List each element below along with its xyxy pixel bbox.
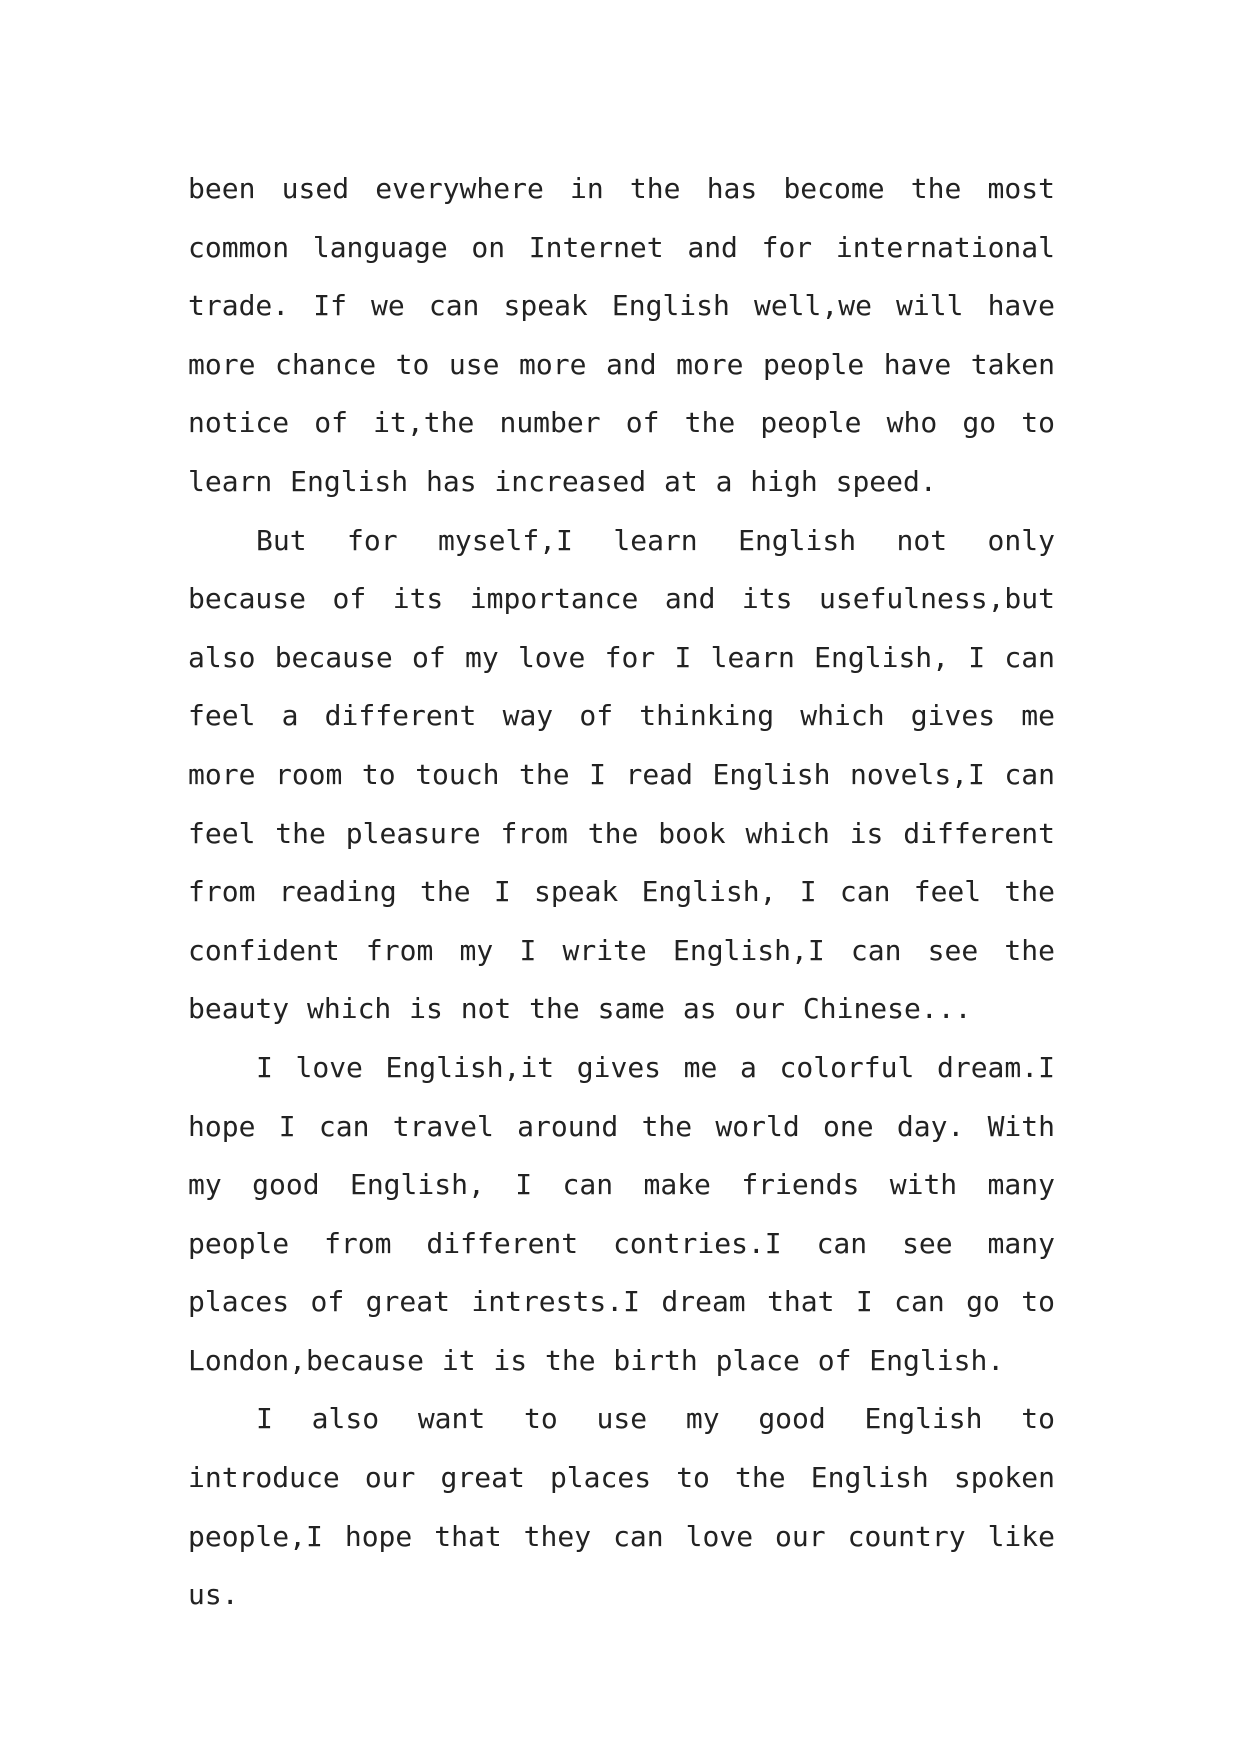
body-text xyxy=(188,160,1055,1625)
paragraph-3: I love English,it gives me a colorful dream.I hope I can travel around the world one day. With my good English, I can make friends with many people from different contries.I can see many places of great intrests.I dream that I can go to London,because it is the birth place of English. xyxy=(188,1050,1055,1377)
paragraph-4: I also want to use my good English to introduce our great places to the English spoken people,I hope that they can love our country like us. xyxy=(188,1402,1055,1612)
paragraph-2: But for myself,I learn English not only because of its importance and its usefulness,but also because of my love for I learn English, I can feel a different way of thinking which gives me more room to touch the I read English novels,I can feel the pleasure from the book which is different from reading the I speak English, I can feel the confident from my I write English,I can see the beauty which is not the same as our Chinese... xyxy=(188,523,1055,1026)
paragraph-1: been used everywhere in the has become the most common language on Internet and for international trade. If we can speak English well,we will have more chance to use more and more people have taken notice of it,the number of the people who go to learn English has increased at a high speed. xyxy=(188,172,1055,498)
